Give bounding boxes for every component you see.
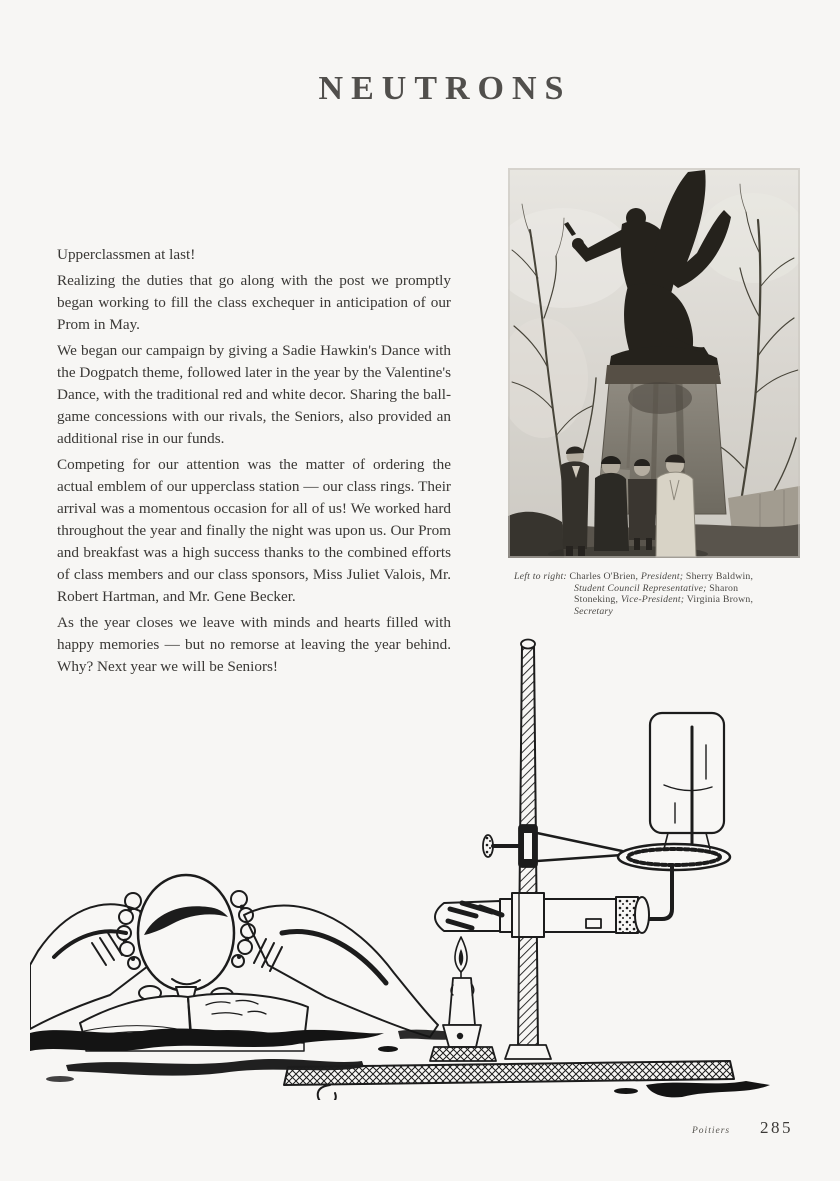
caption-segment: Virginia Brown,	[684, 594, 754, 605]
paragraph: Realizing the duties that go along with the post we promptly began working to fill the class exchequer in anticipation of our Prom in May.	[57, 272, 451, 333]
statue-photo-image	[508, 168, 800, 558]
reading-student-cartoon	[30, 875, 438, 1051]
page-title: NEUTRONS	[318, 70, 572, 107]
book-title: Poitiers	[692, 1126, 731, 1136]
photo-caption	[514, 571, 796, 617]
ring-arms	[537, 833, 622, 861]
caption-line	[574, 594, 796, 606]
caption-segment: Sherry Baldwin,	[683, 571, 754, 582]
burner-pad	[430, 1047, 496, 1061]
caption-segment: Student Council Representative;	[574, 582, 707, 594]
paragraph: We began our campaign by giving a Sadie Hawkin's Dance with the Dogpatch theme, followed later in the year by the Valentine's Dance, with the traditional red and white decor. Sharing the ball-game concessions with our rivals, the Seniors, also provided an additional rise in our funds.	[57, 342, 451, 447]
holder-tab	[586, 919, 601, 928]
tube-holder	[512, 893, 544, 937]
page-number: 285	[760, 1118, 793, 1137]
lab-stand	[284, 640, 770, 1101]
light-coat	[656, 472, 696, 557]
base-shadow-dot	[614, 1088, 638, 1094]
caption-segment: Vice-President;	[620, 594, 685, 605]
base-scroll-curl	[318, 1085, 336, 1100]
caption-line	[574, 606, 796, 618]
bald-head	[138, 875, 234, 991]
stand-foot	[505, 1045, 551, 1059]
paragraph: Upperclassmen at last!	[57, 246, 196, 263]
cartoon-illustration	[30, 633, 775, 1100]
rod-cap	[521, 640, 535, 649]
candle-burner	[430, 937, 496, 1061]
paragraph: As the year closes we leave with minds and hearts filled with happy memories — but no remorse at leaving the year behind. Why? Next year we will be Seniors!	[57, 614, 451, 675]
caption-segment: Charles O'Brien,	[566, 571, 641, 582]
caption-segment: President;	[640, 571, 684, 582]
paragraph: Competing for our attention was the matter of ordering the actual emblem of our upperclass station — our class rings. Their arrival was a momentous occasion for all of us! We worked hard throughout the year and finally the night was upon us. Our Prom and breakfast was a high success thanks to the combined efforts of class members and our class sponsors, Miss Juliet Valois, Mr. Robert Hartman, and Mr. Gene Becker.	[57, 456, 451, 605]
tube-end-cap	[635, 897, 649, 933]
caption-line	[514, 571, 796, 583]
caption-segment: Left to right:	[514, 571, 567, 582]
article-text	[57, 244, 451, 682]
caption-segment: Sharon	[706, 582, 739, 594]
collection-bottle	[650, 713, 724, 833]
statue-photo	[508, 168, 800, 558]
caption-segment: Stoneking,	[574, 594, 621, 605]
caption-segment: Secretary	[574, 605, 613, 617]
base-shadow	[646, 1081, 770, 1097]
caption-line	[574, 583, 796, 595]
